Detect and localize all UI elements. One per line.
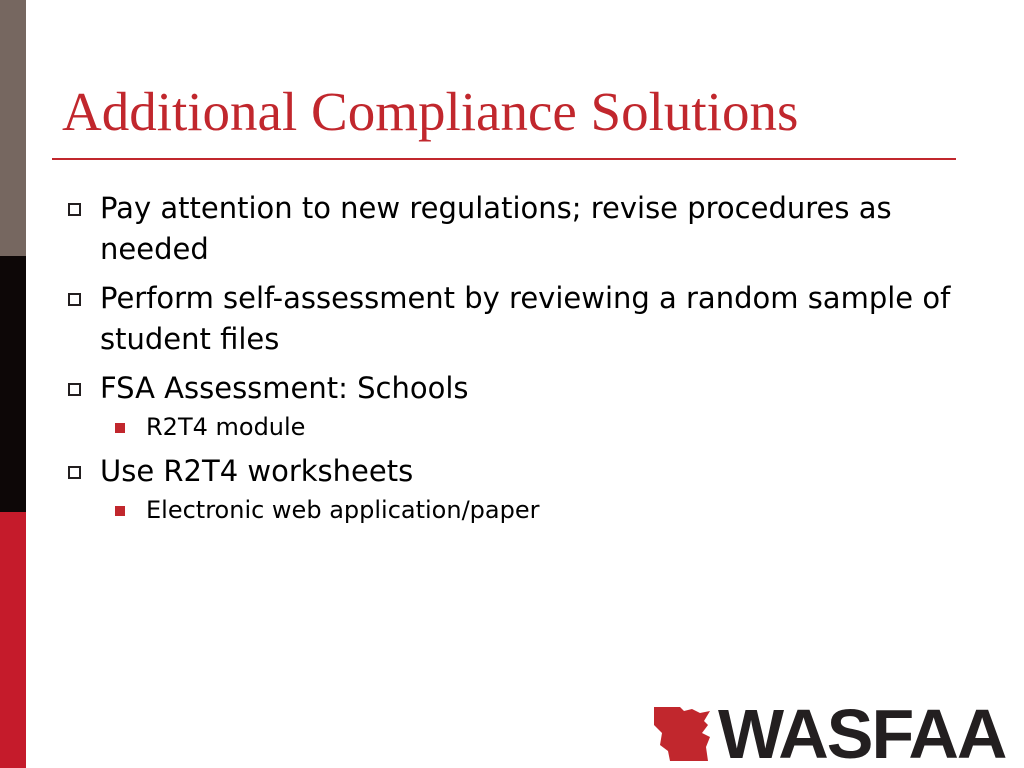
- hollow-square-bullet-icon: [68, 203, 81, 216]
- slide-content: [62, 188, 962, 534]
- wasfaa-logo: [650, 695, 1006, 768]
- bullet-text: FSA Assessment: Schools: [100, 371, 469, 405]
- bullet-text: Use R2T4 worksheets: [100, 454, 414, 488]
- bullet-text: Perform self-assessment by reviewing a random sample of student files: [100, 281, 951, 356]
- filled-square-bullet-icon: [115, 506, 125, 516]
- filled-square-bullet-icon: [115, 423, 125, 433]
- sidebar-stripe-bottom: [0, 512, 26, 768]
- logo-wordmark: WASFAA: [718, 695, 1006, 768]
- hollow-square-bullet-icon: [68, 466, 81, 479]
- sub-bullet-text: Electronic web application/paper: [146, 496, 540, 524]
- bullet-item: [62, 368, 962, 443]
- sidebar-stripe-top: [0, 0, 26, 256]
- sub-bullet-item: [62, 494, 962, 526]
- bullet-item: [62, 451, 962, 526]
- hollow-square-bullet-icon: [68, 293, 81, 306]
- sub-bullet-item: [62, 411, 962, 443]
- sub-bullet-list: [100, 494, 962, 526]
- bullet-list: [62, 188, 962, 526]
- bullet-item: [62, 188, 962, 270]
- sub-bullet-list: [100, 411, 962, 443]
- hollow-square-bullet-icon: [68, 383, 81, 396]
- title-underline: [52, 158, 956, 160]
- wisconsin-state-icon: [650, 703, 718, 765]
- sub-bullet-text: R2T4 module: [146, 413, 306, 441]
- state-shape: [654, 707, 710, 761]
- sidebar-stripe-middle: [0, 256, 26, 512]
- bullet-text: Pay attention to new regulations; revise procedures as needed: [100, 191, 892, 266]
- slide-title: Additional Compliance Solutions: [62, 81, 799, 142]
- bullet-item: [62, 278, 962, 360]
